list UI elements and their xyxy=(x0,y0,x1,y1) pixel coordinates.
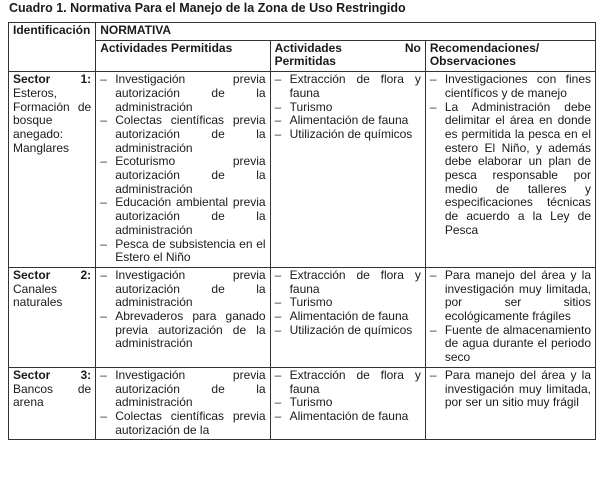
list-item: – Extracción de flora y fauna xyxy=(275,269,421,296)
list-item: – Alimentación de fauna xyxy=(275,410,421,424)
header-recommendations: Recomendaciones/ Observaciones xyxy=(425,40,595,71)
not-permitted-cell xyxy=(270,267,425,367)
sector-name: Canales naturales xyxy=(13,281,63,310)
recommendations-cell xyxy=(425,267,595,367)
permitted-cell xyxy=(96,267,270,367)
list-item: – Ecoturismo previa autorización de la administración xyxy=(100,155,265,196)
sector-title: Sector 1: xyxy=(13,72,92,87)
sector-cell xyxy=(9,72,96,268)
table-row-sector-1 xyxy=(9,72,596,268)
regulations-table xyxy=(8,22,596,440)
table-row-sector-3 xyxy=(9,367,596,440)
list-item: – Para manejo del área y la investigación muy limitada, por ser sitios ecológicamente frágiles xyxy=(430,269,591,324)
list-item: – Para manejo del área y la investigación muy limitada, por ser un sitio muy frágil xyxy=(430,369,591,410)
list-item: – Abrevaderos para ganado previa autorización de la administración xyxy=(100,310,265,351)
permitted-cell xyxy=(96,367,270,440)
not-permitted-cell xyxy=(270,367,425,440)
table-caption: Cuadro 1. Normativa Para el Manejo de la Zona de Uso Restringido xyxy=(9,1,406,15)
list-item: – Turismo xyxy=(275,101,421,115)
list-item: – Extracción de flora y fauna xyxy=(275,73,421,100)
sector-cell xyxy=(9,267,96,367)
list-item: – Utilización de químicos xyxy=(275,128,421,142)
list-item: – Alimentación de fauna xyxy=(275,310,421,324)
list-item: – Investigación previa autorización de la administración xyxy=(100,269,265,310)
list-item: – Educación ambiental previa autorización de la administración xyxy=(100,196,265,237)
header-row-2 xyxy=(9,40,596,71)
list-item: – Colectas científicas previa autorización de la administración xyxy=(100,114,265,155)
header-normativa: NORMATIVA xyxy=(96,23,596,41)
sector-title: Sector 3: xyxy=(13,367,92,382)
sector-cell xyxy=(9,367,96,440)
list-item: – Alimentación de fauna xyxy=(275,114,421,128)
list-item: – La Administración debe delimitar el área en donde es permitida la pesca en el estero El Niño, y además debe elaborar un plan de pesca responsable por medio de talleres y especificaciones técnicas de acuerdo a la Ley de Pesca xyxy=(430,101,591,238)
list-item: – Colectas científicas previa autorización de la xyxy=(100,410,265,437)
permitted-cell xyxy=(96,72,270,268)
list-item: – Investigación previa autorización de la administración xyxy=(100,73,265,114)
not-permitted-cell xyxy=(270,72,425,268)
list-item: – Pesca de subsistencia en el Estero el Niño xyxy=(100,238,265,265)
table-row-sector-2 xyxy=(9,267,596,367)
header-not-permitted-word-3: Permitidas xyxy=(274,54,336,69)
header-not-permitted xyxy=(270,40,425,71)
recommendations-cell xyxy=(425,72,595,268)
list-item: – Utilización de químicos xyxy=(275,324,421,338)
list-item: – Turismo xyxy=(275,396,421,410)
recommendations-cell xyxy=(425,367,595,440)
sector-name: Bancos de arena xyxy=(13,381,92,410)
list-item: – Extracción de flora y fauna xyxy=(275,369,421,396)
list-item: – Turismo xyxy=(275,296,421,310)
sector-title: Sector 2: xyxy=(13,267,92,282)
list-item: – Investigaciones con fines científicos y de manejo xyxy=(430,73,591,100)
sector-name: Esteros, Formación de bosque anegado: Manglares xyxy=(13,85,92,155)
header-row-1 xyxy=(9,23,596,41)
header-permitted: Actividades Permitidas xyxy=(96,40,270,71)
header-identification: Identificación xyxy=(9,23,96,72)
header-not-permitted-word-2: No xyxy=(404,40,421,55)
list-item: – Fuente de almacenamiento de agua durante el periodo seco xyxy=(430,324,591,365)
list-item: – Investigación previa autorización de la administración xyxy=(100,369,265,410)
header-not-permitted-word-1: Actividades xyxy=(274,40,342,55)
